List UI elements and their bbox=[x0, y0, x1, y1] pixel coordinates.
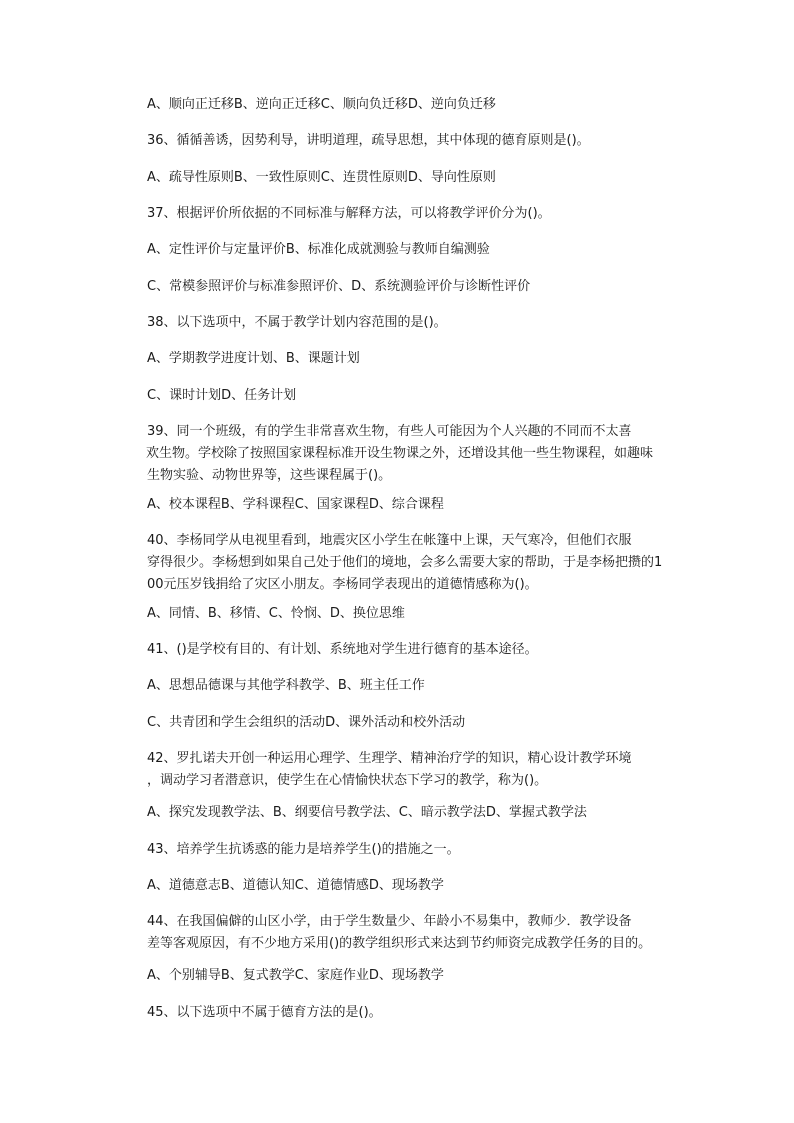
question-41: 41、()是学校有目的、有计划、系统地对学生进行德育的基本途径。 bbox=[147, 642, 538, 657]
question-36: 36、循循善诱，因势利导，讲明道理，疏导思想，其中体现的德育原则是()。 bbox=[147, 133, 590, 148]
question-39-line-3: 生物实验、动物世界等，这些课程属于()。 bbox=[147, 468, 392, 483]
answer-options-38-a: A、学期教学进度计划、B、课题计划 bbox=[147, 351, 360, 366]
answer-options-37-a: A、定性评价与定量评价B、标准化成就测验与教师自编测验 bbox=[147, 242, 490, 257]
question-42 bbox=[147, 748, 677, 792]
question-40 bbox=[147, 530, 677, 596]
question-39 bbox=[147, 421, 677, 487]
answer-options-41-a: A、思想品德课与其他学科教学、B、班主任工作 bbox=[147, 678, 425, 693]
question-44-line-1: 44、在我国偏僻的山区小学，由于学生数量少、年龄小不易集中，教师少．教学设备 bbox=[147, 914, 632, 929]
answer-options-42: A、探究发现教学法、B、纲要信号教学法、C、暗示教学法D、掌握式教学法 bbox=[147, 805, 587, 820]
answer-options-38-c: C、课时计划D、任务计划 bbox=[147, 388, 297, 403]
question-42-line-2: ，调动学习者潜意识，使学生在心情愉快状态下学习的教学，称为()。 bbox=[147, 773, 548, 788]
question-42-line-1: 42、罗扎诺夫开创一种运用心理学、生理学、精神治疗学的知识，精心设计教学环境 bbox=[147, 751, 632, 766]
question-44 bbox=[147, 911, 677, 955]
question-44-line-2: 差等客观原因，有不少地方采用()的教学组织形式来达到节约师资完成教学任务的目的。 bbox=[147, 936, 652, 951]
answer-options-44: A、个别辅导B、复式教学C、家庭作业D、现场教学 bbox=[147, 968, 444, 983]
answer-options-43: A、道德意志B、道德认知C、道德情感D、现场教学 bbox=[147, 878, 444, 893]
question-39-line-1: 39、同一个班级，有的学生非常喜欢生物，有些人可能因为个人兴趣的不同而不太喜 bbox=[147, 424, 632, 439]
answer-options-35: A、顺向正迁移B、逆向正迁移C、顺向负迁移D、逆向负迁移 bbox=[147, 97, 496, 112]
question-37: 37、根据评价所依据的不同标准与解释方法，可以将教学评价分为()。 bbox=[147, 206, 551, 221]
question-38: 38、以下选项中，不属于教学计划内容范围的是()。 bbox=[147, 315, 447, 330]
question-40-line-1: 40、李杨同学从电视里看到，地震灾区小学生在帐篷中上课，天气寒冷，但他们衣服 bbox=[147, 533, 632, 548]
answer-options-40: A、同情、B、移情、C、怜悯、D、换位思维 bbox=[147, 606, 405, 621]
question-40-line-2: 穿得很少。李杨想到如果自己处于他们的境地，会多么需要大家的帮助，于是李杨把攒的1 bbox=[147, 555, 663, 570]
answer-options-39: A、校本课程B、学科课程C、国家课程D、综合课程 bbox=[147, 497, 444, 512]
question-39-line-2: 欢生物。学校除了按照国家课程标准开设生物课之外，还增设其他一些生物课程，如趣味 bbox=[146, 446, 654, 461]
question-40-line-3: 00元压岁钱捐给了灾区小朋友。李杨同学表现出的道德情感称为()。 bbox=[147, 577, 538, 592]
answer-options-37-c: C、常模参照评价与标准参照评价、D、系统测验评价与诊断性评价 bbox=[147, 279, 531, 294]
answer-options-41-c: C、共青团和学生会组织的活动D、课外活动和校外活动 bbox=[147, 715, 466, 730]
question-45: 45、以下选项中不属于德育方法的是()。 bbox=[147, 1005, 382, 1020]
question-43: 43、培养学生抗诱惑的能力是培养学生()的措施之一。 bbox=[147, 842, 460, 857]
answer-options-36: A、疏导性原则B、一致性原则C、连贯性原则D、导向性原则 bbox=[147, 170, 496, 185]
